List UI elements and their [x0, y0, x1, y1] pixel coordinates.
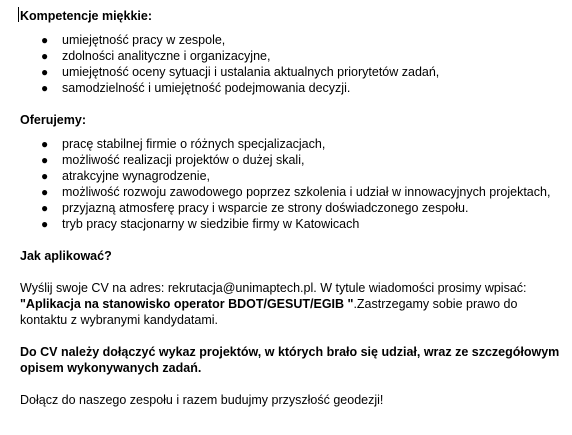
list-item: ● umiejętność oceny sytuacji i ustalania aktualnych priorytetów zadań,	[41, 65, 440, 79]
list-item: ● pracę stabilnej firmie o różnych specjalizacjach,	[41, 137, 326, 151]
list-item: ● przyjazną atmosferę pracy i wsparcie ze strony doświadczonego zespołu.	[41, 201, 469, 215]
apply-heading: Jak aplikować?	[20, 249, 112, 263]
bullet-icon: ●	[41, 137, 49, 151]
bullet-icon: ●	[41, 65, 49, 79]
soft-skills-list	[20, 32, 562, 96]
bullet-icon: ●	[41, 153, 49, 167]
closing-line: Dołącz do naszego zespołu i razem budujmy przyszłość geodezji!	[20, 393, 384, 407]
list-item: ● tryb pracy stacjonarny w siedzibie firmy w Katowicach	[41, 217, 360, 231]
offer-heading: Oferujemy:	[20, 113, 86, 127]
attachment-note: Do CV należy dołączyć wykaz projektów, w których brało się udział, wraz ze szczegółowym opisem wykonywanych zadań.	[20, 345, 560, 375]
bullet-icon: ●	[41, 49, 49, 63]
bullet-icon: ●	[41, 185, 49, 199]
list-item: ● możliwość realizacji projektów o dużej skali,	[41, 153, 305, 167]
bullet-icon: ●	[41, 33, 49, 47]
bullet-icon: ●	[41, 201, 49, 215]
list-item: ● samodzielność i umiejętność podejmowania decyzji.	[41, 81, 351, 95]
apply-subject-text: "Aplikacja na stanowisko operator BDOT/GESUT/EGIB "	[20, 297, 354, 311]
apply-instructions	[20, 280, 562, 328]
apply-outro-text: .Zastrzegamy sobie prawo do kontaktu z wybranymi kandydatami.	[20, 297, 518, 327]
soft-skills-heading: Kompetencje miękkie:	[20, 9, 152, 23]
list-item: ● możliwość rozwoju zawodowego poprzez szkolenia i udział w innowacyjnych projektach,	[41, 185, 551, 199]
list-item: ● umiejętność pracy w zespole,	[41, 33, 226, 47]
list-item: ● zdolności analityczne i organizacyjne,	[41, 49, 271, 63]
bullet-icon: ●	[41, 217, 49, 231]
offer-list	[20, 136, 562, 232]
list-item: ● atrakcyjne wynagrodzenie,	[41, 169, 210, 183]
apply-intro-text: Wyślij swoje CV na adres: rekrutacja@unimaptech.pl. W tytule wiadomości prosimy wpisać:	[20, 281, 527, 295]
bullet-icon: ●	[41, 81, 49, 95]
text-cursor	[18, 7, 19, 22]
bullet-icon: ●	[41, 169, 49, 183]
